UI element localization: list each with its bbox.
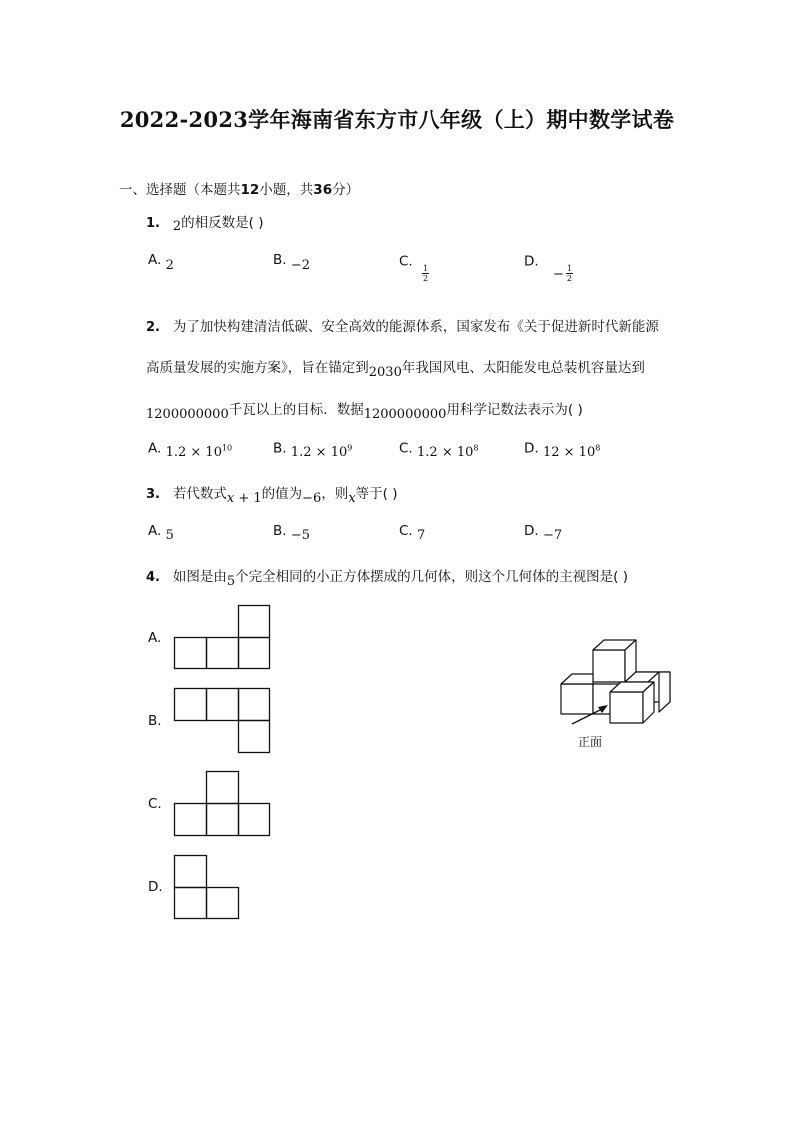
question-text: 高质量发展的实施方案》，旨在锚定到 — [146, 360, 369, 376]
question-text: 年我国风电、太阳能发电总装机容量达到 — [401, 360, 645, 376]
fraction-numerator: 1 — [566, 264, 572, 273]
option-letter: C. — [399, 440, 413, 457]
question-text: 的值为 — [261, 486, 303, 502]
option-value: 2 — [165, 258, 174, 273]
question-number: 1. — [146, 216, 160, 231]
section-prefix: 一、选择题（本题共 — [119, 182, 241, 198]
fraction-denominator: 2 — [422, 274, 429, 283]
front-view-label: 正面 — [578, 735, 603, 749]
section-suffix: 分） — [332, 182, 360, 198]
question-text: 千瓦以上的目标．数据 — [228, 402, 364, 418]
math-value: 1200000000 — [363, 407, 447, 422]
option-4d-label[interactable]: D. — [148, 879, 163, 895]
option-letter: A. — [148, 440, 162, 457]
option-base: 1.2 × 10 — [417, 445, 474, 461]
page-title: 2022-2023学年海南省东方市八年级（上）期中数学试卷 — [119, 107, 675, 132]
minus-sign: − — [552, 266, 564, 282]
option-letter: D. — [524, 523, 539, 539]
option-value: 5 — [165, 528, 174, 543]
option-value: −2 — [290, 258, 311, 273]
option-letter: B. — [273, 523, 287, 539]
option-base: 1.2 × 10 — [290, 445, 348, 461]
math-value: −6 — [302, 491, 322, 506]
option-exponent: 8 — [473, 444, 479, 453]
option-letter: A. — [148, 252, 162, 268]
option-letter: D. — [524, 440, 539, 457]
math-value: 2 — [172, 219, 182, 234]
option-letter: A. — [148, 523, 162, 539]
question-text: 为了加快构建清洁低碳、安全高效的能源体系，国家发布《关于促进新时代新能源 — [172, 319, 659, 335]
question-number: 3. — [146, 487, 160, 502]
section-count: 12 — [240, 182, 260, 198]
question-text: 个完全相同的小正方体摆成的几何体，则这个几何体的主视图是( ) — [235, 569, 628, 585]
fraction-denominator: 2 — [566, 274, 572, 283]
option-base: 12 × 10 — [542, 445, 596, 461]
math-value: 1200000000 — [146, 407, 229, 422]
math-value: 2030 — [368, 365, 402, 380]
question-text: ，则 — [321, 486, 349, 502]
question-number: 2. — [146, 320, 160, 335]
option-letter: B. — [273, 440, 287, 457]
option-letter: C. — [399, 253, 413, 270]
question-text: 若代数式 — [172, 486, 227, 502]
fraction-numerator: 1 — [422, 264, 429, 273]
question-text: 的相反数是( ) — [181, 215, 264, 231]
option-letter: B. — [273, 252, 287, 268]
option-base: 1.2 × 10 — [165, 445, 222, 461]
section-points: 36 — [313, 182, 333, 198]
option-4a-label[interactable]: A. — [148, 630, 162, 646]
math-variable: x — [348, 491, 356, 506]
option-value: 7 — [417, 528, 426, 543]
math-variable: x — [226, 491, 235, 506]
option-4c-label[interactable]: C. — [148, 796, 162, 812]
section-mid: 小题，共 — [259, 182, 314, 198]
option-value: −7 — [542, 528, 563, 543]
option-exponent: 9 — [347, 444, 353, 453]
option-value: −5 — [290, 528, 311, 543]
question-text: 等于( ) — [355, 486, 398, 502]
option-exponent: 8 — [595, 444, 601, 453]
question-number: 4. — [146, 570, 160, 585]
question-text: 用科学记数法表示为( ) — [446, 402, 583, 418]
math-value: + 1 — [234, 491, 262, 506]
option-letter: C. — [399, 523, 413, 539]
math-value: 5 — [226, 574, 236, 589]
option-4b-label[interactable]: B. — [148, 713, 162, 729]
option-exponent: 10 — [221, 444, 233, 453]
option-letter: D. — [524, 253, 539, 270]
question-text: 如图是由 — [172, 569, 227, 585]
